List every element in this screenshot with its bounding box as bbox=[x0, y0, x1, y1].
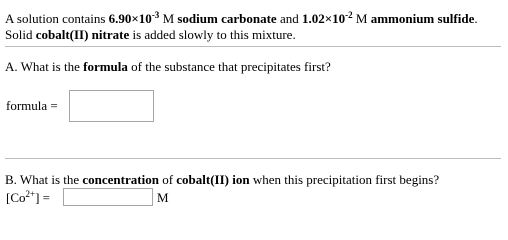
concentration-label bbox=[6, 190, 50, 206]
intro-text: A solution contains bbox=[5, 11, 109, 26]
carbonate-name: sodium carbonate bbox=[177, 11, 277, 26]
intro-unit-1: M bbox=[159, 11, 178, 26]
sulfide-name: ammonium sulfide bbox=[370, 11, 475, 26]
part-b-text-3: when this precipitation first begins? bbox=[249, 172, 440, 187]
conc-label-open: [Co bbox=[6, 190, 26, 205]
part-b-bold-2: cobalt(II) ion bbox=[176, 172, 250, 187]
carbonate-conc-base: 6.90×10 bbox=[108, 11, 152, 26]
carbonate-concentration bbox=[109, 11, 160, 26]
conc-label-close: ] = bbox=[35, 190, 50, 205]
salt-name: cobalt(II) nitrate bbox=[35, 27, 130, 42]
formula-input[interactable] bbox=[69, 90, 154, 122]
intro-and: and bbox=[276, 11, 302, 26]
problem-line-2 bbox=[5, 27, 296, 43]
divider-top bbox=[5, 46, 501, 47]
part-a-text-2: of the substance that precipitates first? bbox=[127, 59, 331, 74]
concentration-input[interactable] bbox=[63, 188, 153, 206]
formula-label: formula = bbox=[6, 98, 58, 113]
sulfide-conc-base: 1.02×10 bbox=[301, 11, 346, 26]
part-a-text-1: A. What is the bbox=[5, 59, 84, 74]
carbonate-conc-exponent: -3 bbox=[151, 10, 160, 20]
sulfide-conc-exponent: -2 bbox=[345, 10, 353, 20]
part-a-bold: formula bbox=[83, 59, 128, 74]
part-b-text-1: B. What is the bbox=[5, 172, 83, 187]
divider-bottom bbox=[5, 158, 501, 159]
sulfide-concentration bbox=[302, 11, 353, 26]
concentration-unit: M bbox=[157, 190, 169, 205]
problem-line-1 bbox=[5, 11, 478, 27]
intro-unit-2: M bbox=[352, 11, 371, 26]
intro-period: . bbox=[474, 11, 478, 26]
line2-text-2: is added slowly to this mixture. bbox=[129, 27, 296, 42]
part-b-text-2: of bbox=[158, 172, 177, 187]
part-b-question bbox=[5, 172, 439, 188]
part-b-bold-1: concentration bbox=[82, 172, 159, 187]
conc-label-charge: 2+ bbox=[25, 189, 36, 199]
part-a-question bbox=[5, 59, 331, 75]
line2-text-1: Solid bbox=[5, 27, 36, 42]
